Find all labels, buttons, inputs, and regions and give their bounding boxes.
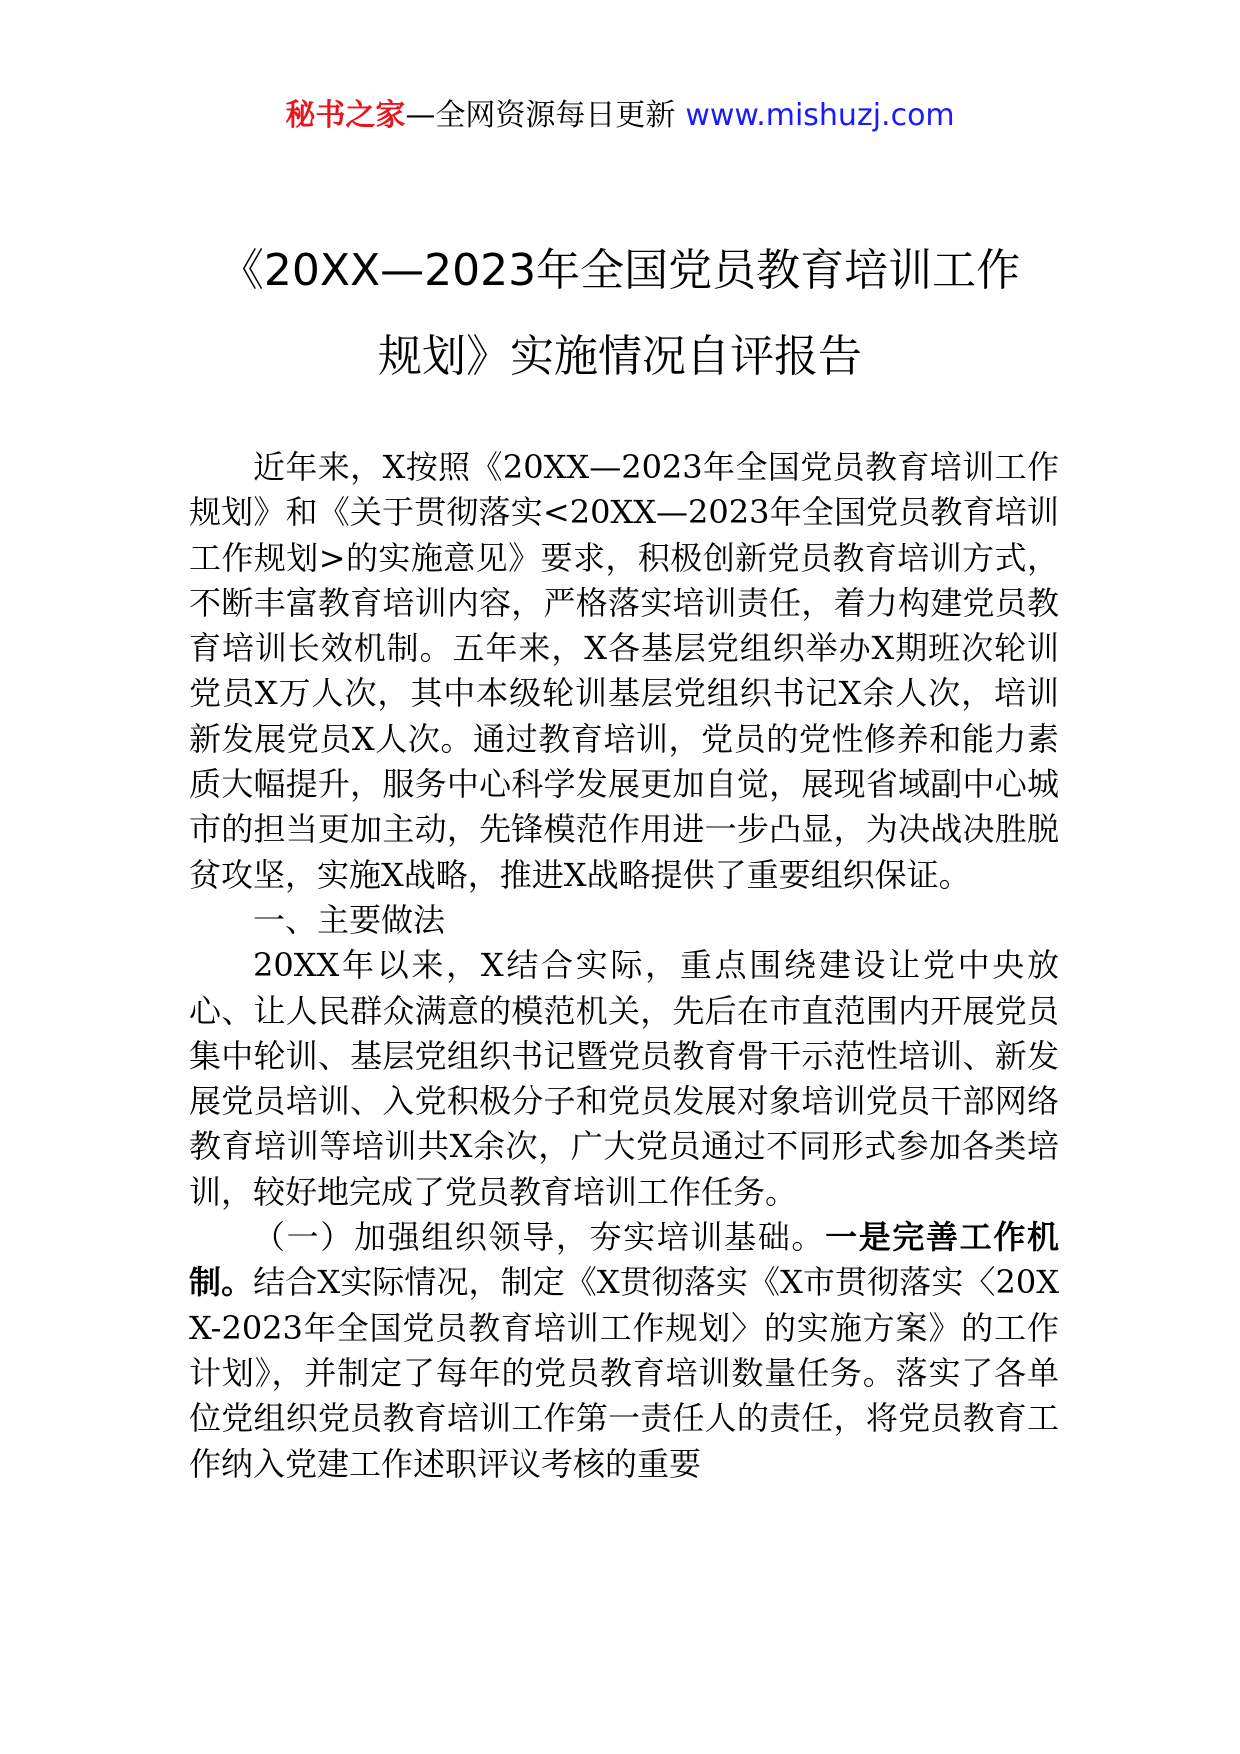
banner-url-link[interactable]: www.mishuzj.com (685, 98, 955, 133)
subsection-paragraph (189, 1215, 1059, 1487)
banner-slogan: —全网资源每日更新 (405, 98, 676, 133)
subsection-bold-lead: 一是完善工作机制。 (189, 1218, 1059, 1302)
intro-paragraph: 近年来，X按照《20XX—2023年全国党员教育培训工作规划》和《关于贯彻落实<20XX—2023年全国党员教育培训工作规划>的实施意见》要求，积极创新党员教育培训方式，不断丰富教育培训内容，严格落实培训责任，着力构建党员教育培训长效机制。五年来，X各基层党组织举办X期班次轮训党员X万人次，其中本级轮训基层党组织书记X余人次，培训新发展党员X人次。通过教育培训，党员的党性修养和能力素质大幅提升，服务中心科学发展更加自觉，展现省域副中心城市的担当更加主动，先锋模范作用进一步凸显，为决战决胜脱贫攻坚，实施X战略，推进X战略提供了重要组织保证。 (189, 448, 1059, 894)
document-body (189, 445, 1059, 1487)
document-title-line-1: 《20XX—2023年全国党员教育培训工作 (219, 245, 1021, 296)
section-paragraph: 20XX年以来，X结合实际，重点围绕建设让党中央放心、让人民群众满意的模范机关，先后在市直范围内开展党员集中轮训、基层党组织书记暨党员教育骨干示范性培训、新发展党员培训、入党积极分子和党员发展对象培训党员干部网络教育培训等培训共X余次，广大党员通过不同形式参加各类培训，较好地完成了党员教育培训工作任务。 (189, 946, 1059, 1211)
subsection-text: 结合X实际情况，制定《X贯彻落实《X市贯彻落实〈20XX-2023年全国党员教育培训工作规划〉的实施方案》的工作计划》，并制定了每年的党员教育培训数量任务。落实了各单位党组织党员教育培训工作第一责任人的责任，将党员教育工作纳入党建工作述职评议考核的重要 (189, 1263, 1059, 1483)
banner-brand: 秘书之家 (285, 98, 406, 133)
site-banner (0, 96, 1240, 136)
document-title-line-2: 规划》实施情况自评报告 (378, 331, 862, 382)
subsection-title: （一）加强组织领导，夯实培训基础。 (253, 1218, 826, 1257)
document-title (150, 228, 1090, 400)
section-heading-main-practices: 一、主要做法 (253, 900, 446, 939)
